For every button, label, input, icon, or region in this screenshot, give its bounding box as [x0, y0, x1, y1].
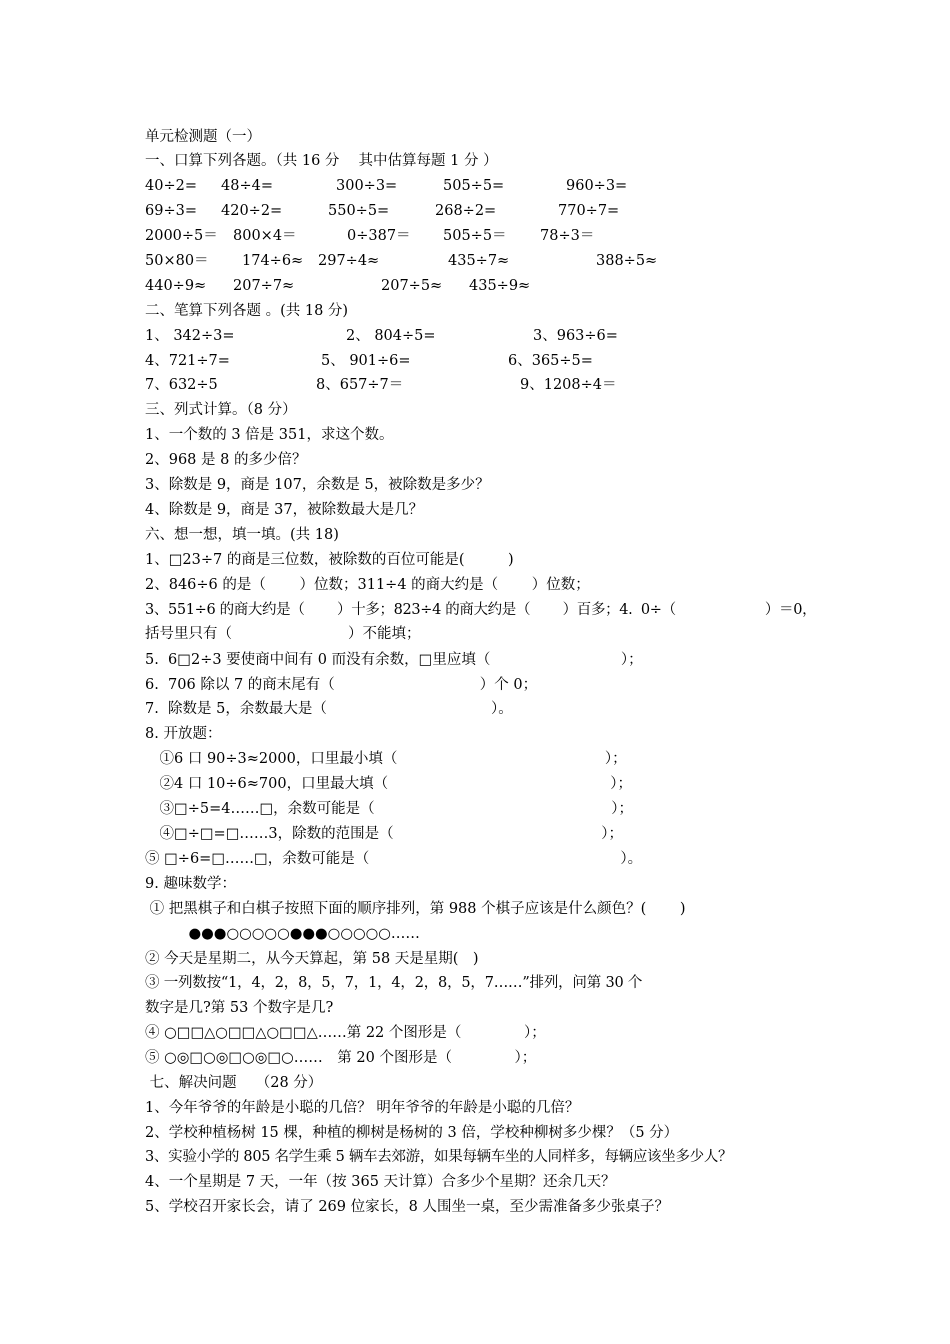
fill-in-line: ③□÷5=4……□，余数可能是（ ）；: [145, 801, 634, 817]
problem: 770÷7=: [558, 203, 620, 219]
problem: 550÷5=: [328, 203, 390, 219]
fill-in-line: 1、□23÷7 的商是三位数，被除数的百位可能是( ): [145, 552, 514, 568]
word-problem: 4、除数是 9，商是 37，被除数最大是几？: [145, 502, 424, 518]
fill-in-line: 数字是几?第 53 个数字是几?: [145, 1000, 334, 1016]
word-problem: 4、一个星期是 7 天，一年（按 365 天计算）合多少个星期？还余几天？: [145, 1174, 616, 1190]
problem: 174÷6≈: [242, 253, 304, 269]
problem: 3、963÷6=: [533, 328, 618, 344]
shape-pattern-line: ④ ○□□△○□□△○□□△……第 22 个图形是（ ）；: [145, 1025, 546, 1041]
fill-in-line: 6. 706 除以 7 的商末尾有（ ）个 0；: [145, 677, 538, 693]
written-math-row: [0, 324, 950, 348]
fill-in-line: ④□÷□=□……3，除数的范围是（ ）；: [145, 826, 623, 842]
written-math-row: [0, 373, 950, 397]
problem: 207÷5≈: [381, 278, 443, 294]
section-3-heading: 三、列式计算。（8 分）: [145, 402, 297, 418]
problem: 78÷3＝: [540, 228, 595, 244]
fill-in-line: 括号里只有（ ）不能填；: [145, 626, 421, 642]
fill-in-line: ②4 口 10÷6≈700，口里最大填（ ）；: [145, 776, 632, 792]
fill-in-line: ① 把黑棋子和白棋子按照下面的顺序排列，第 988 个棋子应该是什么颜色？( ): [145, 901, 686, 917]
fill-in-line: 3、551÷6 的商大约是（ ）十多；823÷4 的商大约是（ ）百多；4. 0÷（ ）＝0，: [145, 602, 817, 618]
problem: 297÷4≈: [318, 253, 380, 269]
word-problem: 3、除数是 9，商是 107，余数是 5，被除数是多少？: [145, 477, 490, 493]
problem: 800×4＝: [233, 228, 297, 244]
fill-in-line: 2、846÷6 的是（ ）位数；311÷4 的商大约是（ ）位数；: [145, 577, 590, 593]
word-problem: 3、实验小学的 805 名学生乘 5 辆车去郊游，如果每辆车坐的人同样多，每辆应该坐多少人？: [145, 1149, 733, 1165]
problem: 7、632÷5: [145, 377, 218, 393]
fill-in-line: 5. 6□2÷3 要使商中间有 0 而没有余数，□里应填（ ）；: [145, 652, 643, 668]
fill-in-line: ①6 口 90÷3≈2000，口里最小填（ ）；: [145, 751, 627, 767]
problem: 8、657÷7＝: [316, 377, 404, 393]
problem: 69÷3=: [145, 203, 197, 219]
mental-math-row: [0, 274, 950, 298]
problem: 40÷2=: [145, 178, 197, 194]
word-problem: 2、968 是 8 的多少倍？: [145, 452, 307, 468]
word-problem: 2、学校种植杨树 15 棵，种植的柳树是杨树的 3 倍，学校种柳树多少棵？（5 分）: [145, 1125, 679, 1141]
problem: 6、365÷5=: [508, 353, 593, 369]
problem: 4、721÷7=: [145, 353, 230, 369]
mental-math-row: [0, 224, 950, 248]
problem: 388÷5≈: [596, 253, 658, 269]
fill-in-line: 9. 趣味数学：: [145, 876, 236, 892]
problem: 2000÷5＝: [145, 228, 218, 244]
problem: 0÷387＝: [347, 228, 411, 244]
problem: 505÷5=: [443, 178, 505, 194]
problem: 50×80＝: [145, 253, 209, 269]
word-problem: 1、今年爷爷的年龄是小聪的几倍？ 明年爷爷的年龄是小聪的几倍？: [145, 1100, 580, 1116]
fill-in-line: 8. 开放题：: [145, 726, 222, 742]
problem: 300÷3=: [336, 178, 398, 194]
problem: 440÷9≈: [145, 278, 207, 294]
problem: 420÷2=: [221, 203, 283, 219]
mental-math-row: [0, 199, 950, 223]
problem: 505÷5＝: [443, 228, 507, 244]
problem: 9、1208÷4＝: [520, 377, 617, 393]
section-7-heading: 七、解决问题 （28 分）: [145, 1075, 323, 1091]
problem: 435÷7≈: [448, 253, 510, 269]
mental-math-row: [0, 174, 950, 198]
fill-in-line: ⑤ □÷6=□……□，余数可能是（ ）。: [145, 851, 643, 867]
problem: 48÷4=: [221, 178, 273, 194]
problem: 5、 901÷6=: [321, 353, 411, 369]
word-problem: 5、学校召开家长会，请了 269 位家长，8 人围坐一桌，至少需准备多少张桌子？: [145, 1199, 669, 1215]
problem: 2、 804÷5=: [346, 328, 436, 344]
word-problem: 1、一个数的 3 倍是 351，求这个数。: [145, 427, 394, 443]
worksheet-title: 单元检测题（一）: [145, 129, 261, 145]
fill-in-line: ② 今天是星期二，从今天算起，第 58 天是星期( ): [145, 951, 479, 967]
problem: 268÷2=: [435, 203, 497, 219]
section-2-heading: 二、笔算下列各题 。(共 18 分): [145, 303, 349, 319]
fill-in-line: 7. 除数是 5，余数最大是（ ）。: [145, 701, 513, 717]
shape-pattern-line: ⑤ ○◎□○◎□○◎□○…… 第 20 个图形是（ ）；: [145, 1050, 537, 1066]
section-6-heading: 六、想一想，填一填。(共 18): [145, 527, 339, 543]
section-1-heading: 一、口算下列各题。（共 16 分 其中估算每题 1 分 ）: [145, 153, 498, 169]
chess-pattern-line: ●●●○○○○○●●●○○○○○……: [145, 926, 420, 942]
fill-in-line: ③ 一列数按“1，4，2，8，5，7，1，4，2，8，5，7……”排列，问第 30 个: [145, 975, 643, 991]
written-math-row: [0, 349, 950, 373]
mental-math-row: [0, 249, 950, 273]
problem: 207÷7≈: [233, 278, 295, 294]
problem: 435÷9≈: [469, 278, 531, 294]
problem: 1、 342÷3=: [145, 328, 235, 344]
problem: 960÷3=: [566, 178, 628, 194]
